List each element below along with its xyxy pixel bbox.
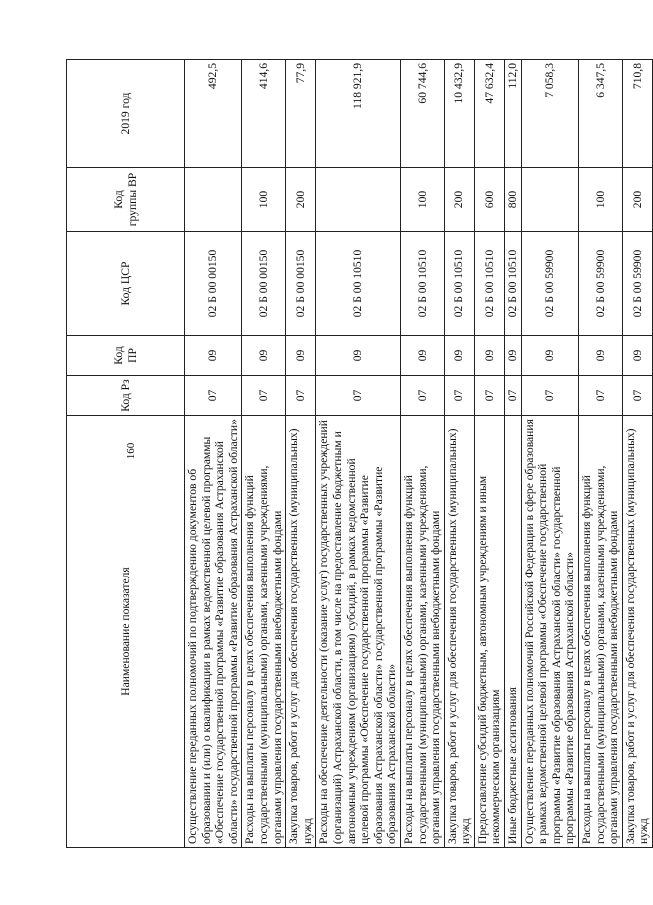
cell-csr: 02 Б 00 10510 (474, 232, 504, 336)
table-row (521, 60, 578, 848)
table-row (505, 60, 522, 848)
cell-rz: 07 (242, 376, 286, 416)
header-name: Наименование показателя (67, 416, 185, 848)
cell-vr: 100 (579, 168, 623, 232)
cell-name: Расходы на выплаты персоналу в целях обеспечения выполнения функций государственными (муниципальными) органами, казенными учреждениями, органами управления государственными внебюджетными фондами (400, 416, 444, 848)
cell-pr: 09 (286, 336, 316, 376)
cell-name: Закупка товаров, работ и услуг для обеспечения государственных (муниципальных) нужд (622, 416, 652, 848)
cell-rz: 07 (316, 376, 401, 416)
cell-name: Иные бюджетные ассигнования (505, 416, 522, 848)
table-row (242, 60, 286, 848)
cell-pr: 09 (400, 336, 444, 376)
header-rz: Код Рз (67, 376, 185, 416)
cell-csr: 02 Б 00 10510 (505, 232, 522, 336)
cell-y2019: 77,9 (286, 60, 316, 168)
cell-name: Предоставление субсидий бюджетным, автономным учреждениям и иным некоммерческим организациям (474, 416, 504, 848)
cell-csr: 02 Б 00 10510 (400, 232, 444, 336)
cell-rz: 07 (622, 376, 652, 416)
cell-pr: 09 (242, 336, 286, 376)
cell-csr: 02 Б 00 10510 (444, 232, 474, 336)
header-csr: Код ЦСР (67, 232, 185, 336)
cell-vr: 200 (622, 168, 652, 232)
cell-csr: 02 Б 00 59900 (521, 232, 578, 336)
cell-vr: 800 (505, 168, 522, 232)
cell-name: Осуществление переданных полномочий по подтверждению документов об образовании и (или) о квалификации в рамках ведомственной целевой программы «Обеспечение государственной программы «Развитие образования Астраханской области» государственной программы «Развитие образования Астраханской области» (185, 416, 242, 848)
cell-rz: 07 (474, 376, 504, 416)
cell-pr: 09 (474, 336, 504, 376)
page-number: 160 (125, 442, 137, 460)
header-vr: Код группы ВР (67, 168, 185, 232)
cell-y2019: 414,6 (242, 60, 286, 168)
cell-csr: 02 Б 00 59900 (579, 232, 623, 336)
table-row (400, 60, 444, 848)
cell-name: Осуществление переданных полномочий Российской Федерации в сфере образования в рамках ведомственной целевой программы «Обеспечение государственной программы «Развитие образования Астраханской области» государственной программы «Развитие образования Астраханской области» (521, 416, 578, 848)
table-row (622, 60, 652, 848)
cell-y2019: 112,0 (505, 60, 522, 168)
cell-y2019: 10 432,9 (444, 60, 474, 168)
cell-vr (521, 168, 578, 232)
table-row (185, 60, 242, 848)
table-row (579, 60, 623, 848)
cell-name: Расходы на выплаты персоналу в целях обеспечения выполнения функций государственными (муниципальными) органами, казенными учреждениями, органами управления государственными внебюджетными фондами (579, 416, 623, 848)
cell-y2019: 118 921,9 (316, 60, 401, 168)
table-row (474, 60, 504, 848)
header-pr: Код ПР (67, 336, 185, 376)
cell-y2019: 6 347,5 (579, 60, 623, 168)
cell-pr: 09 (579, 336, 623, 376)
cell-vr: 100 (400, 168, 444, 232)
cell-vr (185, 168, 242, 232)
cell-csr: 02 Б 00 10510 (316, 232, 401, 336)
cell-name: Расходы на обеспечение деятельности (оказание услуг) государственных учреждений (организаций) Астраханской области, в том числе на предоставление бюджетным и автономным учреждениям (организациям) субсидий, в рамках ведомственной целевой программы «Обеспечение государственной программы «Развитие образования Астраханской области» государственной программы «Развитие образования Астраханской области» (316, 416, 401, 848)
cell-y2019: 710,8 (622, 60, 652, 168)
cell-csr: 02 Б 00 59900 (622, 232, 652, 336)
cell-y2019: 7 058,3 (521, 60, 578, 168)
rotated-page (66, 60, 651, 848)
cell-pr: 09 (185, 336, 242, 376)
cell-name: Расходы на выплаты персоналу в целях обеспечения выполнения функций государственными (муниципальными) органами, казенными учреждениями, органами управления государственными внебюджетными фондами (242, 416, 286, 848)
cell-csr: 02 Б 00 00150 (242, 232, 286, 336)
cell-vr (316, 168, 401, 232)
table-row (286, 60, 316, 848)
cell-name: Закупка товаров, работ и услуг для обеспечения государственных (муниципальных) нужд (444, 416, 474, 848)
cell-rz: 07 (521, 376, 578, 416)
header-2019: 2019 год (67, 60, 185, 168)
cell-vr: 200 (444, 168, 474, 232)
budget-table (66, 59, 653, 848)
cell-pr: 09 (444, 336, 474, 376)
cell-y2019: 60 744,6 (400, 60, 444, 168)
cell-rz: 07 (505, 376, 522, 416)
cell-y2019: 492,5 (185, 60, 242, 168)
table-row (444, 60, 474, 848)
cell-csr: 02 Б 00 00150 (286, 232, 316, 336)
cell-y2019: 47 632,4 (474, 60, 504, 168)
cell-pr: 09 (622, 336, 652, 376)
cell-vr: 600 (474, 168, 504, 232)
cell-rz: 07 (400, 376, 444, 416)
cell-pr: 09 (505, 336, 522, 376)
cell-name: Закупка товаров, работ и услуг для обеспечения государственных (муниципальных) нужд (286, 416, 316, 848)
cell-pr: 09 (521, 336, 578, 376)
table-row (316, 60, 401, 848)
cell-rz: 07 (286, 376, 316, 416)
header-row (67, 60, 185, 848)
cell-vr: 200 (286, 168, 316, 232)
cell-csr: 02 Б 00 00150 (185, 232, 242, 336)
cell-rz: 07 (444, 376, 474, 416)
cell-rz: 07 (185, 376, 242, 416)
cell-vr: 100 (242, 168, 286, 232)
cell-rz: 07 (579, 376, 623, 416)
cell-pr: 09 (316, 336, 401, 376)
